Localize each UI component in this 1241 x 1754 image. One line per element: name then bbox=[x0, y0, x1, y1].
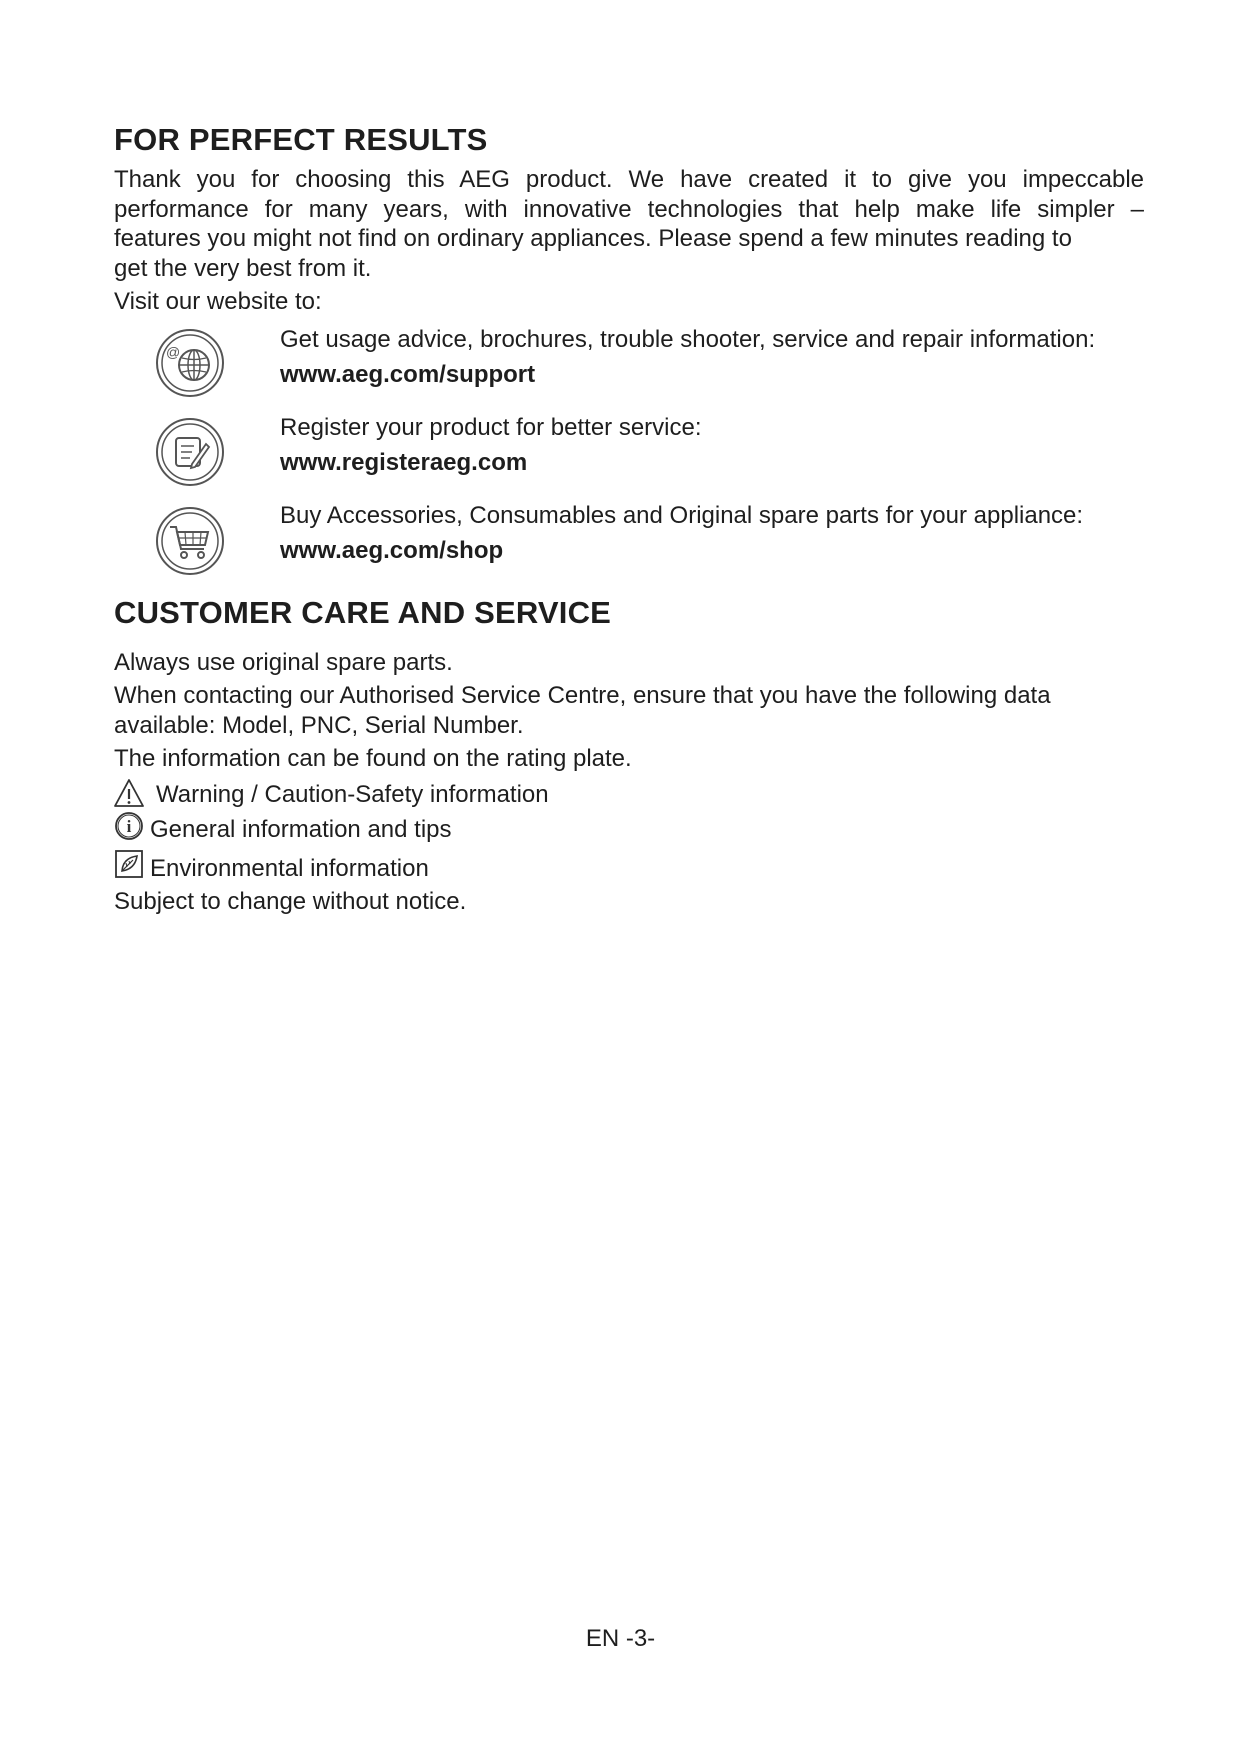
svg-text:i: i bbox=[126, 817, 132, 836]
care-line: Always use original spare parts. bbox=[114, 649, 453, 676]
intro-line: Thank you for choosing this AEG product. We have created it to give you impeccable bbox=[114, 166, 1144, 193]
intro-paragraph-justified bbox=[114, 166, 1144, 224]
shopping-cart-icon bbox=[154, 505, 226, 577]
section-title-perfect-results: FOR PERFECT RESULTS bbox=[114, 122, 488, 157]
legend-label-info: General information and tips bbox=[150, 816, 452, 843]
legend-label-environment: Environmental information bbox=[150, 855, 429, 882]
care-line: available: Model, PNC, Serial Number. bbox=[114, 712, 524, 739]
register-form-icon bbox=[154, 416, 226, 488]
globe-web-icon bbox=[154, 327, 226, 399]
link-description: Register your product for better service: bbox=[280, 414, 702, 441]
closing-note: Subject to change without notice. bbox=[114, 888, 467, 915]
shop-link[interactable]: www.aeg.com/shop bbox=[280, 537, 504, 564]
warning-triangle-icon bbox=[113, 777, 145, 809]
legend-label-warning: Warning / Caution-Safety information bbox=[156, 781, 549, 808]
environment-leaf-icon bbox=[114, 849, 144, 879]
section-title-customer-care: CUSTOMER CARE AND SERVICE bbox=[114, 595, 612, 630]
care-line: The information can be found on the rating plate. bbox=[114, 745, 632, 772]
page-number: EN -3- bbox=[585, 1625, 656, 1652]
intro-line: get the very best from it. bbox=[114, 255, 372, 282]
support-link[interactable]: www.aeg.com/support bbox=[280, 361, 536, 388]
intro-line: performance for many years, with innovative technologies that help make life simpler – bbox=[114, 196, 1144, 223]
care-line: When contacting our Authorised Service Centre, ensure that you have the following data bbox=[114, 682, 1051, 709]
info-circle-icon bbox=[114, 811, 144, 841]
svg-text:@: @ bbox=[166, 344, 181, 360]
visit-label: Visit our website to: bbox=[114, 288, 322, 315]
link-description: Get usage advice, brochures, trouble shooter, service and repair information: bbox=[280, 326, 1096, 353]
link-description: Buy Accessories, Consumables and Original spare parts for your appliance: bbox=[280, 502, 1084, 529]
intro-line: features you might not find on ordinary appliances. Please spend a few minutes reading to bbox=[114, 225, 1072, 252]
register-link[interactable]: www.registeraeg.com bbox=[280, 449, 528, 476]
